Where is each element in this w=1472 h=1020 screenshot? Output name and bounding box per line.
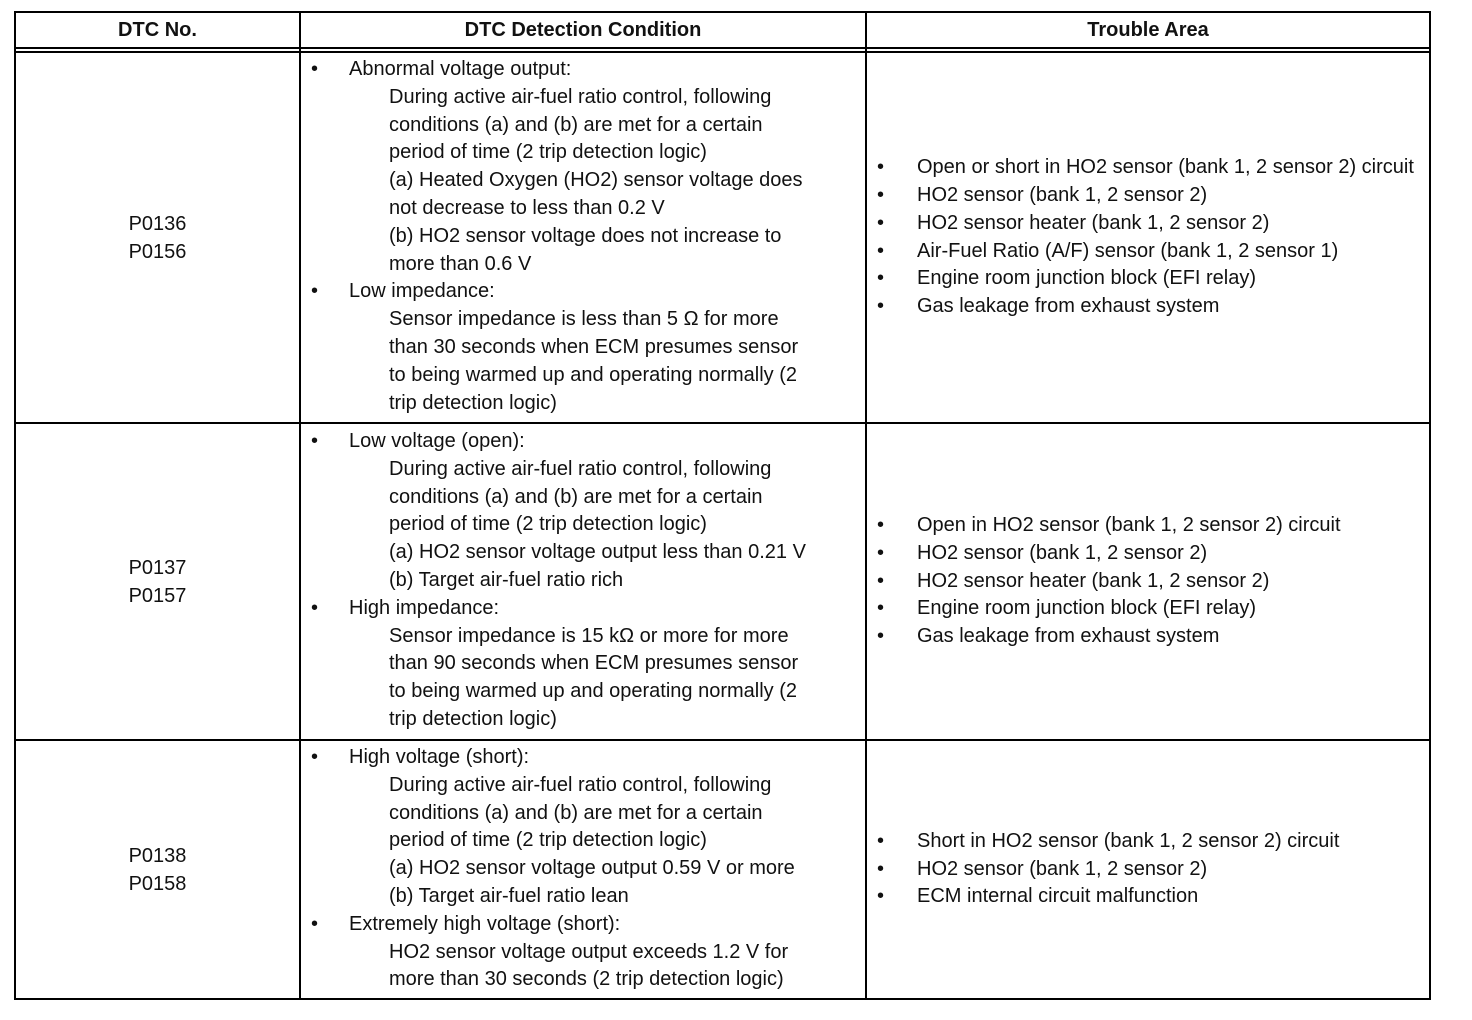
condition-line: During active air-fuel ratio control, following <box>389 85 772 108</box>
dtc-codes <box>16 53 299 422</box>
condition-line: than 30 seconds when ECM presumes sensor <box>389 335 799 358</box>
condition-line: period of time (2 trip detection logic) <box>389 513 707 536</box>
condition-line: During active air-fuel ratio control, following <box>389 457 772 480</box>
condition-line: trip detection logic) <box>389 707 557 730</box>
trouble-item: • Air-Fuel Ratio (A/F) sensor (bank 1, 2 sensor 1) <box>867 238 1429 266</box>
condition-line: more than 30 seconds (2 trip detection logic) <box>389 968 784 991</box>
trouble-item: • HO2 sensor (bank 1, 2 sensor 2) <box>867 540 1429 568</box>
condition-line: conditions (a) and (b) are met for a certain <box>389 485 763 508</box>
detection-condition <box>301 56 866 417</box>
dtc-codes <box>16 741 299 998</box>
dtc-table <box>14 11 1431 1000</box>
condition-line: to being warmed up and operating normally (2 <box>389 680 798 703</box>
dtc-code: P0138 <box>128 844 187 867</box>
condition-line: Sensor impedance is 15 kΩ or more for more <box>389 624 789 647</box>
condition-line: HO2 sensor voltage output exceeds 1.2 V for <box>389 940 789 963</box>
condition-line: conditions (a) and (b) are met for a certain <box>389 801 763 824</box>
trouble-item: • Open or short in HO2 sensor (bank 1, 2 sensor 2) circuit <box>867 154 1429 182</box>
trouble-area <box>867 424 1429 739</box>
condition-line: period of time (2 trip detection logic) <box>389 829 707 852</box>
condition-line: than 90 seconds when ECM presumes sensor <box>389 652 799 675</box>
condition-line: more than 0.6 V <box>389 252 532 275</box>
condition-title: • Low voltage (open): <box>301 428 866 456</box>
trouble-item: • Open in HO2 sensor (bank 1, 2 sensor 2) circuit <box>867 512 1429 540</box>
condition-line: (a) HO2 sensor voltage output 0.59 V or more <box>389 857 795 880</box>
condition-line: Sensor impedance is less than 5 Ω for more <box>389 308 779 331</box>
trouble-item: • Gas leakage from exhaust system <box>867 623 1429 651</box>
condition-line: (a) Heated Oxygen (HO2) sensor voltage does <box>389 169 803 192</box>
detection-condition <box>301 428 866 734</box>
header-trouble-area: Trouble Area <box>1087 18 1209 41</box>
condition-line: (b) HO2 sensor voltage does not increase to <box>389 224 782 247</box>
condition-line: During active air-fuel ratio control, following <box>389 773 772 796</box>
trouble-item: • Engine room junction block (EFI relay) <box>867 265 1429 293</box>
condition-line: period of time (2 trip detection logic) <box>389 141 707 164</box>
dtc-codes <box>16 424 299 739</box>
dtc-code: P0158 <box>128 872 187 895</box>
condition-title: • Low impedance: <box>301 278 866 306</box>
trouble-area <box>867 741 1429 998</box>
trouble-item: • Short in HO2 sensor (bank 1, 2 sensor 2) circuit <box>867 828 1429 856</box>
dtc-code: P0137 <box>128 556 187 579</box>
dtc-code: P0136 <box>128 212 187 235</box>
header-detection-condition: DTC Detection Condition <box>464 18 702 41</box>
trouble-item: • ECM internal circuit malfunction <box>867 883 1429 911</box>
condition-line: (b) Target air-fuel ratio lean <box>389 884 629 907</box>
condition-line: to being warmed up and operating normally (2 <box>389 363 798 386</box>
condition-line: trip detection logic) <box>389 391 557 414</box>
trouble-item: • Gas leakage from exhaust system <box>867 293 1429 321</box>
dtc-code: P0156 <box>128 240 187 263</box>
dtc-code: P0157 <box>128 584 187 607</box>
header-dtc-no: DTC No. <box>118 18 197 41</box>
trouble-item: • HO2 sensor heater (bank 1, 2 sensor 2) <box>867 210 1429 238</box>
condition-line: conditions (a) and (b) are met for a certain <box>389 113 763 136</box>
trouble-item: • Engine room junction block (EFI relay) <box>867 595 1429 623</box>
condition-title: • Abnormal voltage output: <box>301 56 866 84</box>
header-rule <box>16 47 1429 49</box>
trouble-area <box>867 53 1429 422</box>
condition-title: • Extremely high voltage (short): <box>301 911 866 939</box>
detection-condition <box>301 744 866 994</box>
trouble-item: • HO2 sensor (bank 1, 2 sensor 2) <box>867 182 1429 210</box>
trouble-item: • HO2 sensor (bank 1, 2 sensor 2) <box>867 856 1429 884</box>
trouble-item: • HO2 sensor heater (bank 1, 2 sensor 2) <box>867 568 1429 596</box>
condition-line: not decrease to less than 0.2 V <box>389 196 665 219</box>
condition-title: • High impedance: <box>301 595 866 623</box>
condition-line: (b) Target air-fuel ratio rich <box>389 568 624 591</box>
condition-line: (a) HO2 sensor voltage output less than 0.21 V <box>389 541 806 564</box>
condition-title: • High voltage (short): <box>301 744 866 772</box>
